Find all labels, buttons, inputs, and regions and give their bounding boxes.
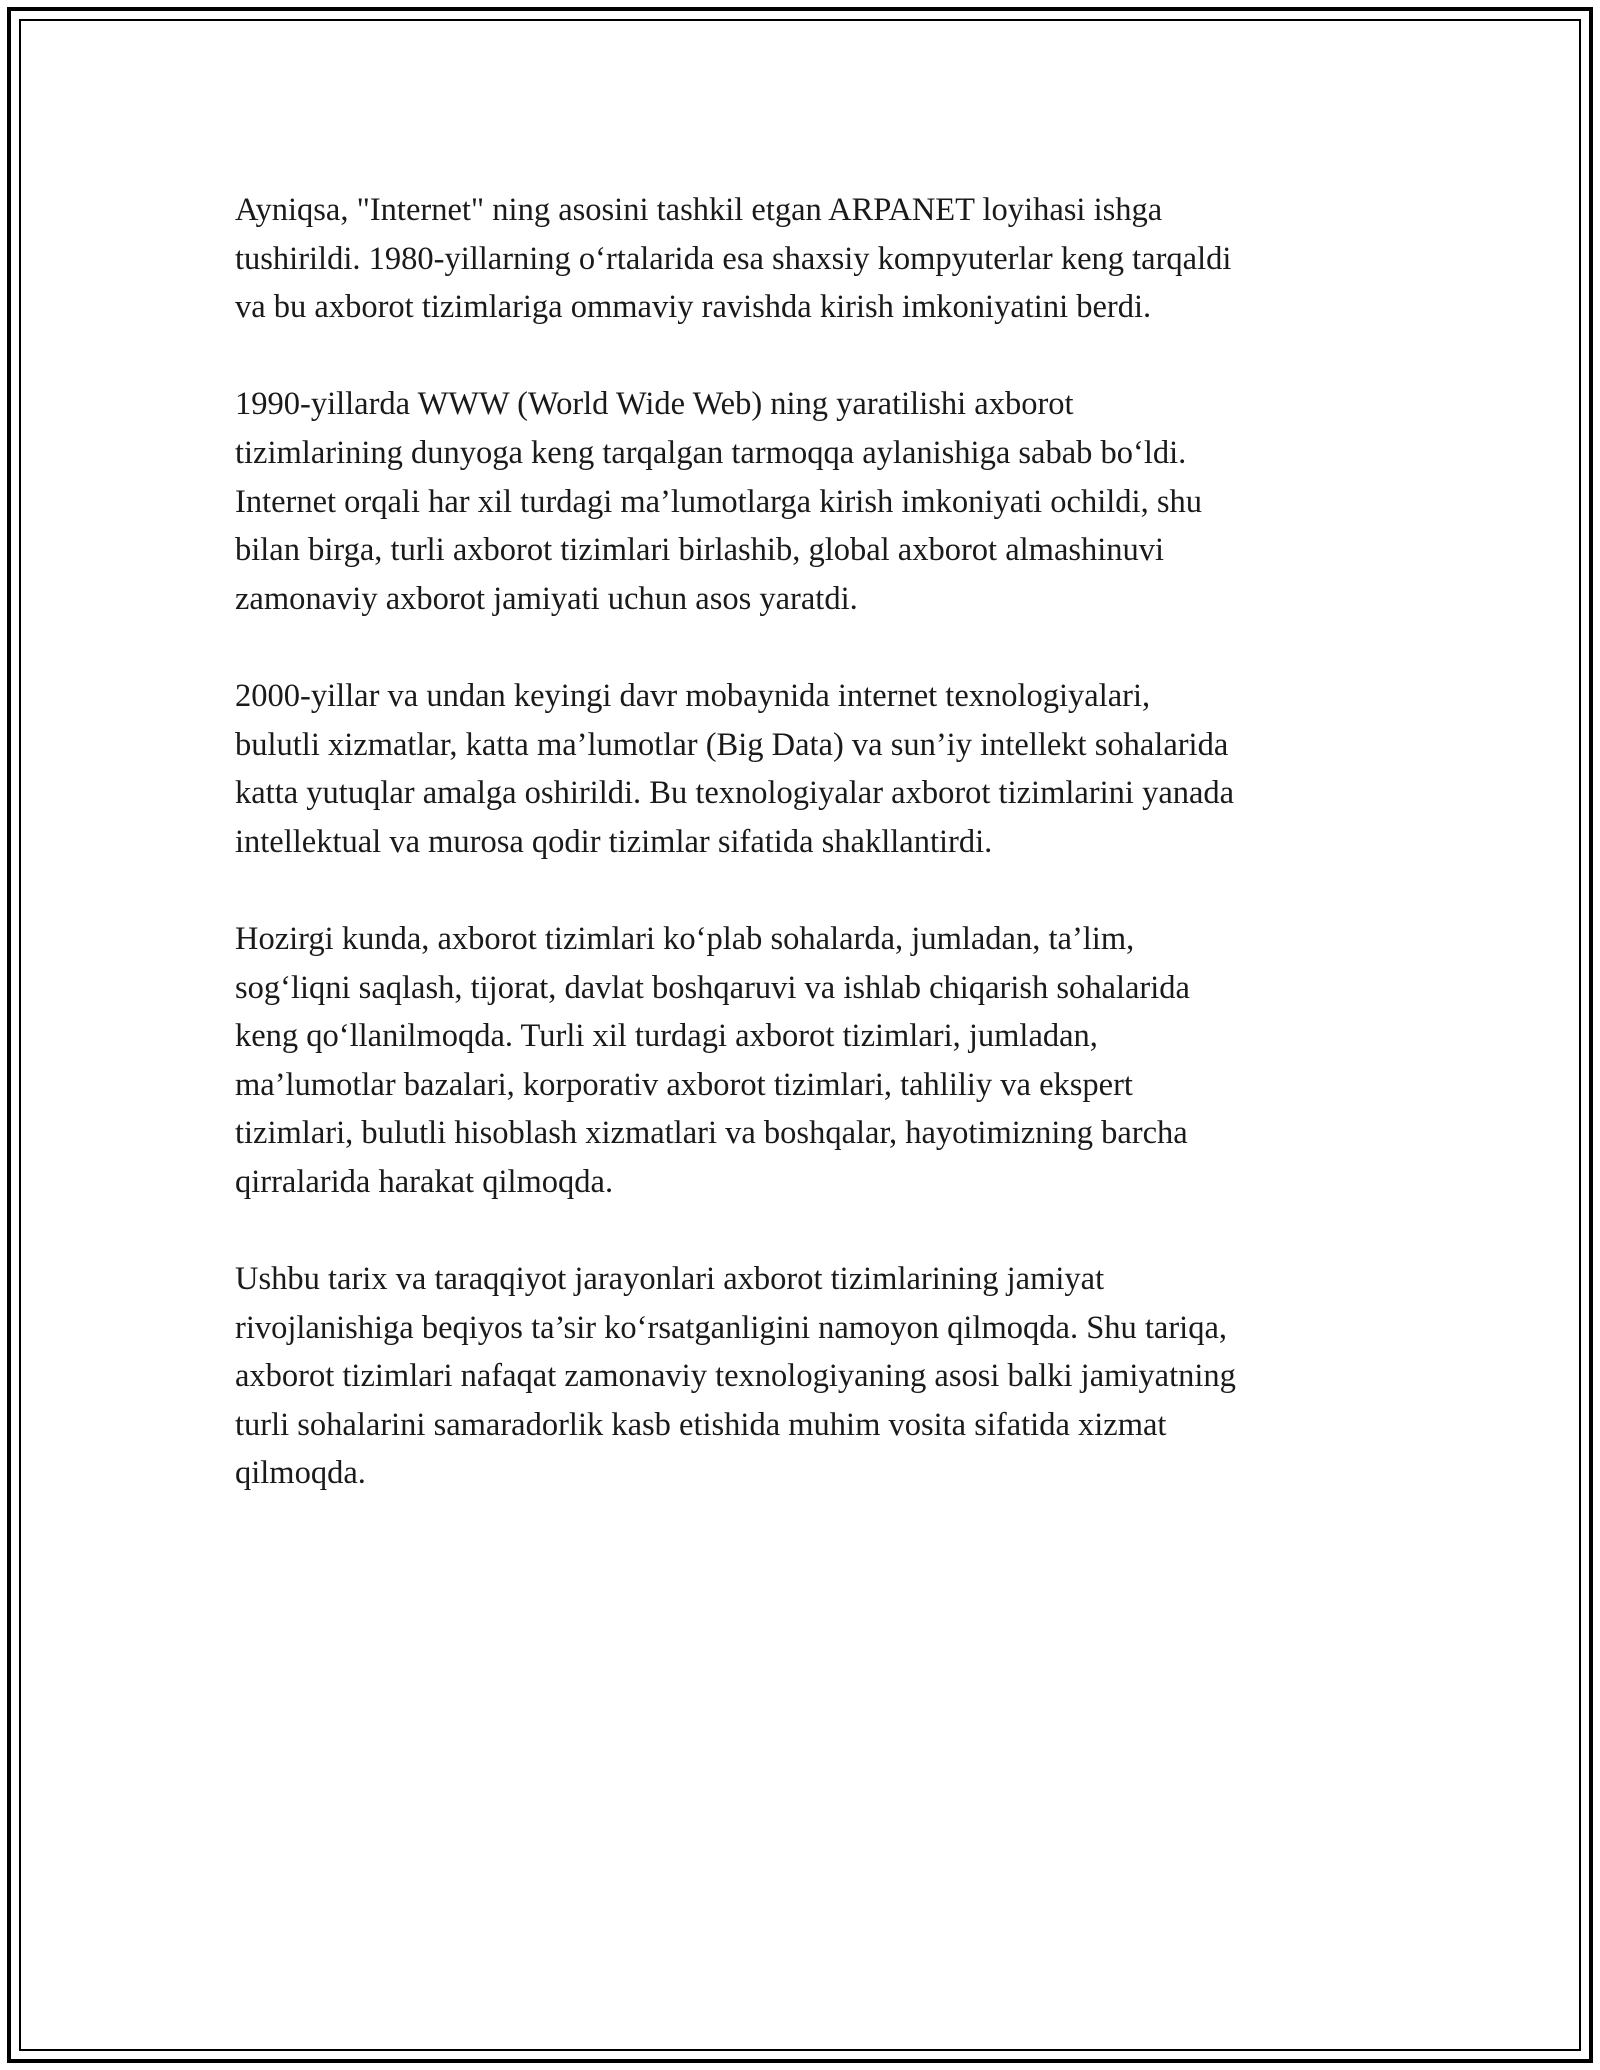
text-line: intellektual va murosa qodir tizimlar sifatida shakllantirdi. bbox=[235, 823, 993, 860]
paragraph-2000s bbox=[235, 672, 1385, 866]
text-line: tizimlarining dunyoga keng tarqalgan tarmoqqa aylanishiga sabab bo‘ldi. bbox=[235, 434, 1187, 471]
text-line: tushirildi. 1980-yillarning o‘rtalarida esa shaxsiy kompyuterlar keng tarqaldi bbox=[235, 240, 1232, 277]
text-line: va bu axborot tizimlariga ommaviy ravishda kirish imkoniyatini berdi. bbox=[235, 289, 1152, 326]
text-line: Hozirgi kunda, axborot tizimlari ko‘plab sohalarda, jumladan, ta’lim, bbox=[235, 920, 1135, 957]
paragraph-www bbox=[235, 380, 1385, 623]
text-line: 2000-yillar va undan keyingi davr mobaynida internet texnologiyalari, bbox=[235, 677, 1151, 714]
text-line: katta yutuqlar amalga oshirildi. Bu texnologiyalar axborot tizimlarini yanada bbox=[235, 775, 1235, 812]
text-line: zamonaviy axborot jamiyati uchun asos yaratdi. bbox=[235, 580, 858, 617]
paragraph-conclusion bbox=[235, 1255, 1385, 1498]
text-line: axborot tizimlari nafaqat zamonaviy texnologiyaning asosi balki jamiyatning bbox=[235, 1358, 1236, 1395]
text-line: qirralarida harakat qilmoqda. bbox=[235, 1163, 614, 1200]
text-line: bulutli xizmatlar, katta ma’lumotlar (Big Data) va sun’iy intellekt sohalarida bbox=[235, 726, 1229, 763]
text-line: ma’lumotlar bazalari, korporativ axborot tizimlari, tahliliy va ekspert bbox=[235, 1066, 1133, 1103]
text-line: Ushbu tarix va taraqqiyot jarayonlari axborot tizimlarining jamiyat bbox=[235, 1261, 1105, 1298]
text-line: Internet orqali har xil turdagi ma’lumotlarga kirish imkoniyati ochildi, shu bbox=[235, 483, 1202, 520]
text-line: qilmoqda. bbox=[235, 1455, 366, 1492]
text-line: keng qo‘llanilmoqda. Turli xil turdagi axborot tizimlari, jumladan, bbox=[235, 1018, 1098, 1055]
text-line: turli sohalarini samaradorlik kasb etishida muhim vosita sifatida xizmat bbox=[235, 1406, 1167, 1443]
text-line: rivojlanishiga beqiyos ta’sir ko‘rsatganligini namoyon qilmoqda. Shu tariqa, bbox=[235, 1309, 1227, 1346]
text-line: sog‘liqni saqlash, tijorat, davlat boshqaruvi va ishlab chiqarish sohalarida bbox=[235, 969, 1190, 1006]
document-body bbox=[235, 186, 1385, 1547]
text-line: tizimlari, bulutli hisoblash xizmatlari va boshqalar, hayotimizning barcha bbox=[235, 1115, 1188, 1152]
paragraph-arpanet bbox=[235, 186, 1385, 332]
text-line: bilan birga, turli axborot tizimlari birlashib, global axborot almashinuvi bbox=[235, 532, 1165, 569]
text-line: Ayniqsa, "Internet" ning asosini tashkil etgan ARPANET loyihasi ishga bbox=[235, 192, 1163, 228]
text-line: 1990-yillarda WWW (World Wide Web) ning yaratilishi axborot bbox=[235, 386, 1074, 423]
paragraph-today bbox=[235, 915, 1385, 1207]
